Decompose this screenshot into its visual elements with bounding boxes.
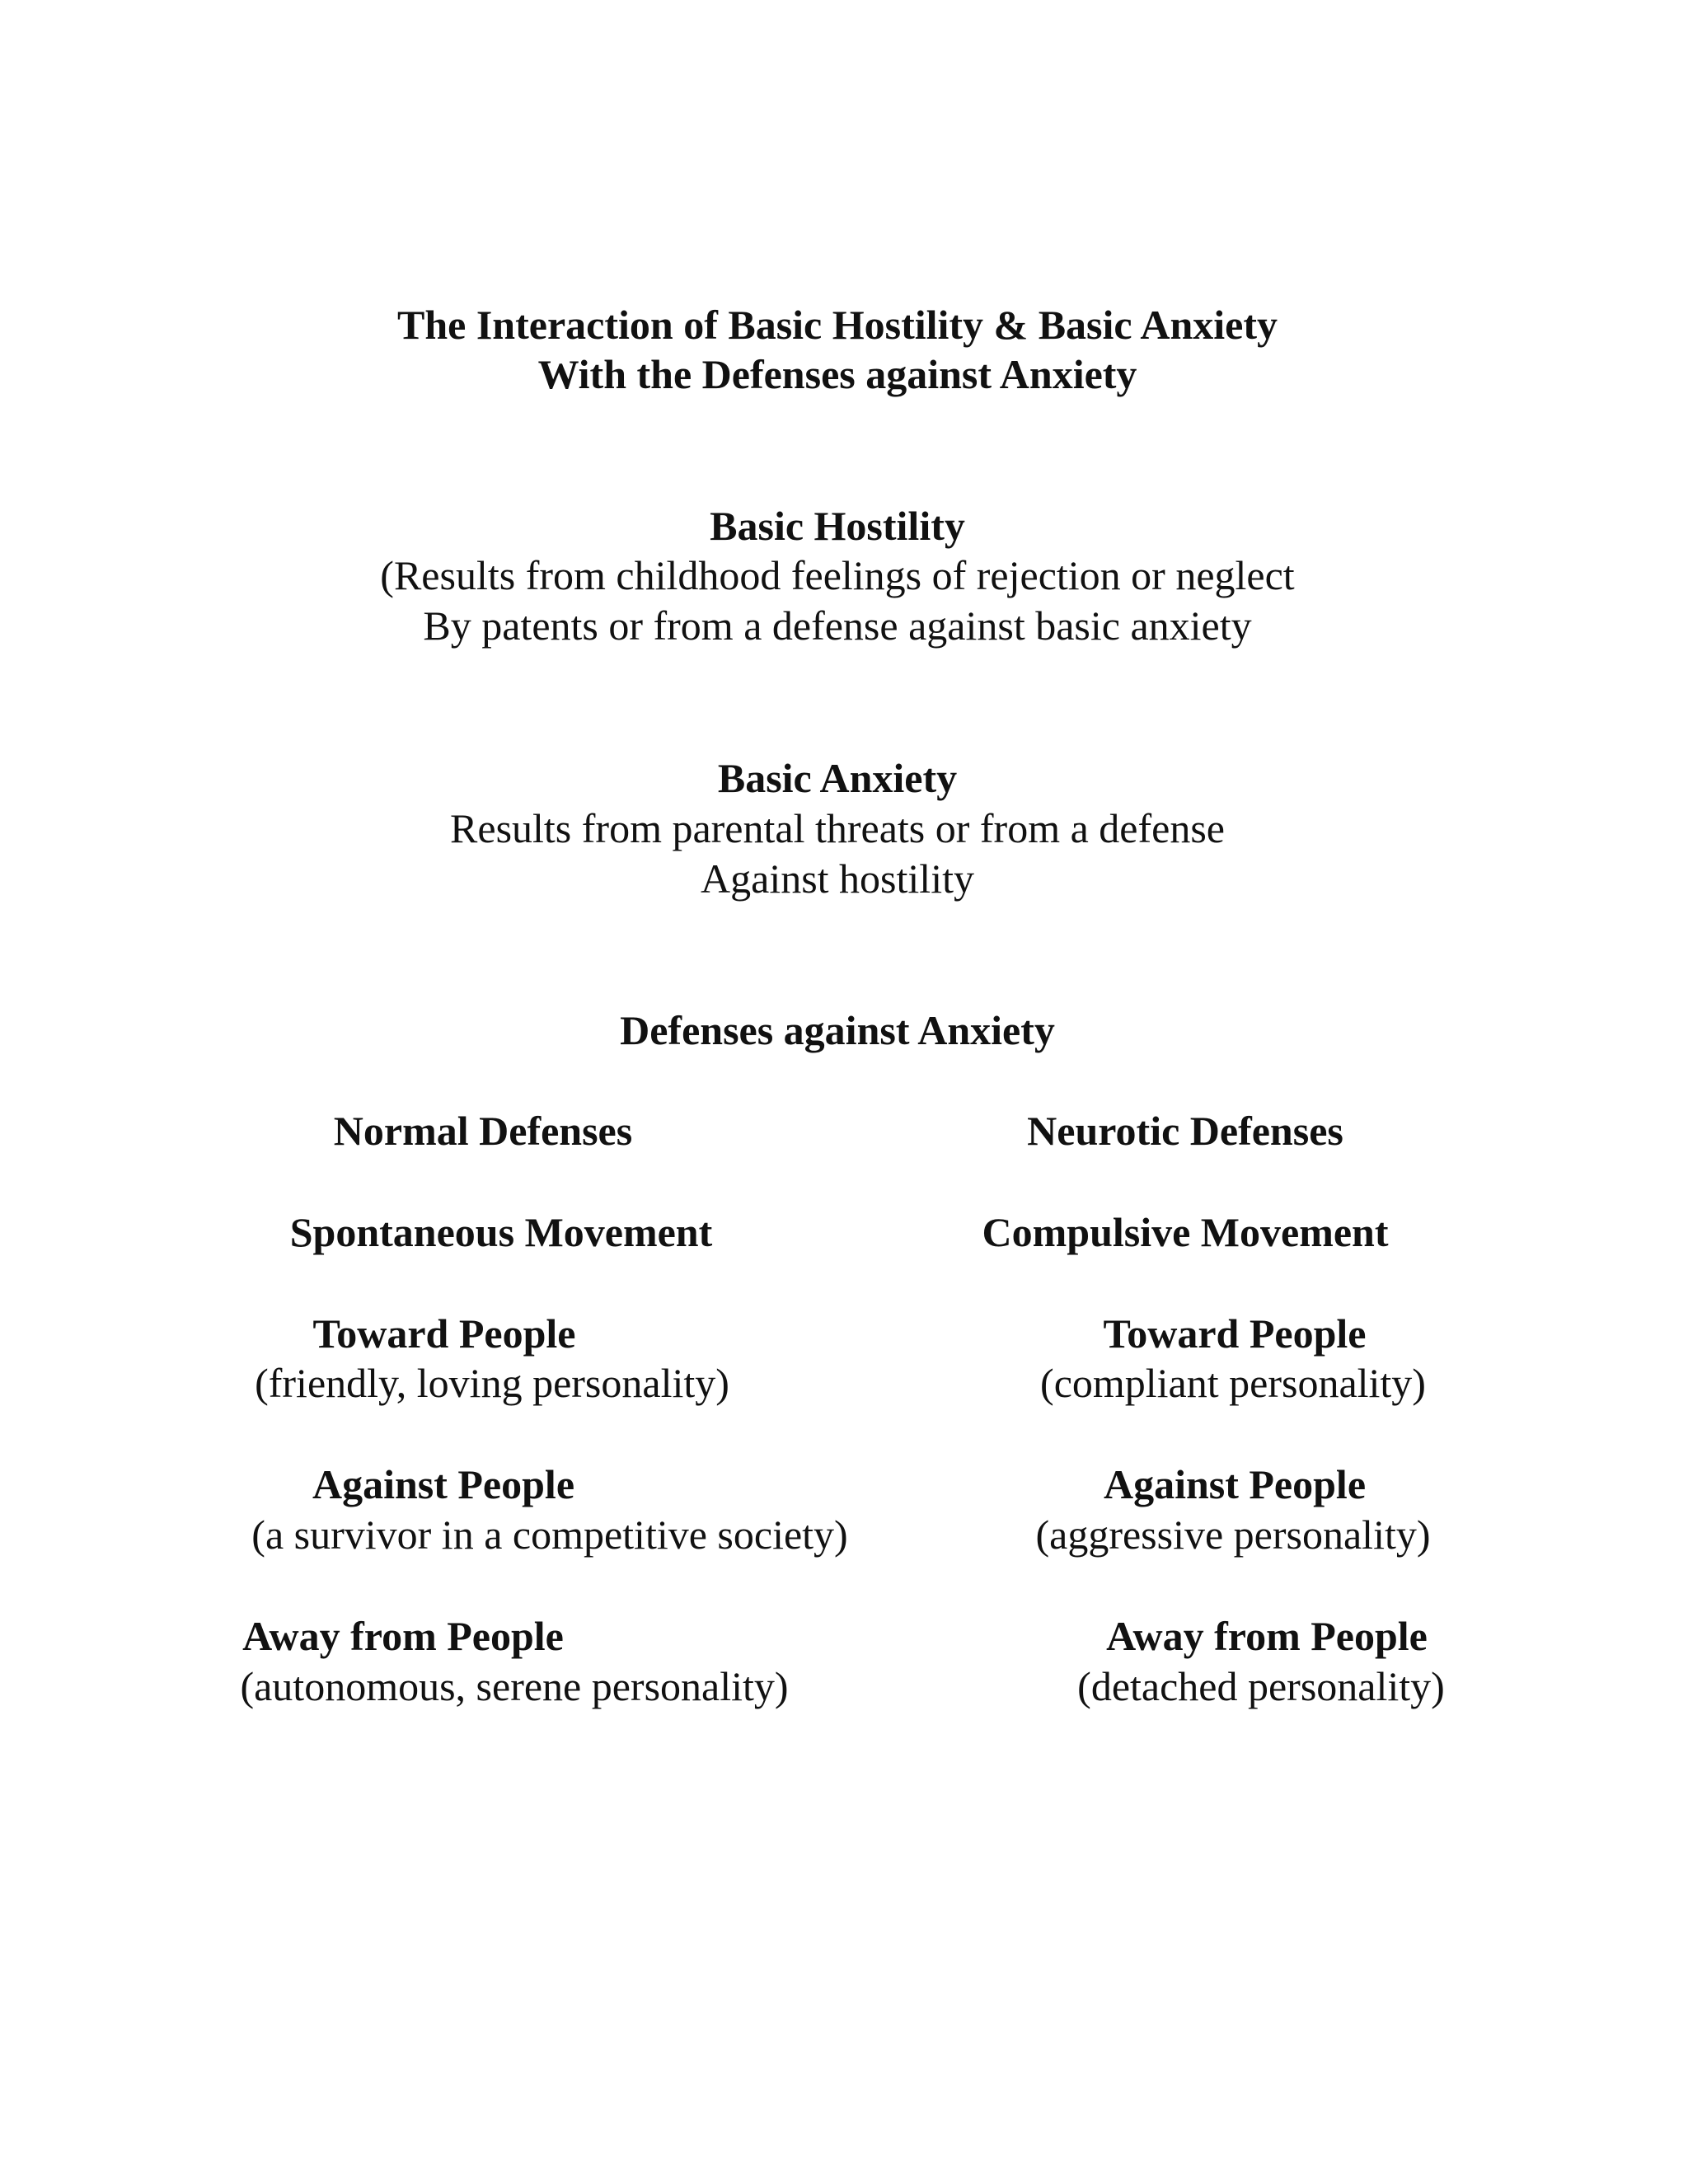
anxiety-text-line-1: Results from parental threats or from a defense [450,805,1225,851]
anxiety-heading: Basic Anxiety [717,755,958,801]
neurotic-toward-label: Toward People [1103,1310,1367,1357]
neurotic-defenses-heading: Neurotic Defenses [1027,1108,1343,1154]
neurotic-against-label: Against People [1103,1461,1367,1507]
neurotic-against-desc: (aggressive personality) [1035,1511,1431,1558]
normal-away-desc: (autonomous, serene personality) [240,1663,789,1709]
normal-toward-label: Toward People [312,1310,576,1357]
normal-away-label: Away from People [242,1613,564,1659]
defenses-heading: Defenses against Anxiety [620,1007,1055,1053]
hostility-heading: Basic Hostility [710,503,965,549]
hostility-text-line-1: (Results from childhood feelings of rejection or neglect [380,552,1295,598]
title-line-2: With the Defenses against Anxiety [537,351,1137,397]
normal-movement-heading: Spontaneous Movement [289,1209,713,1255]
normal-against-label: Against People [312,1461,575,1507]
neurotic-away-desc: (detached personality) [1077,1663,1445,1709]
normal-defenses-heading: Normal Defenses [333,1108,633,1154]
title-line-1: The Interaction of Basic Hostility & Basic Anxiety [397,302,1278,348]
neurotic-toward-desc: (compliant personality) [1040,1360,1426,1406]
neurotic-away-label: Away from People [1106,1613,1428,1659]
anxiety-text-line-2: Against hostility [701,855,974,902]
normal-against-desc: (a survivor in a competitive society) [251,1511,848,1558]
normal-toward-desc: (friendly, loving personality) [255,1360,729,1406]
neurotic-movement-heading: Compulsive Movement [982,1209,1389,1255]
hostility-text-line-2: By patents or from a defense against basic anxiety [423,602,1252,649]
